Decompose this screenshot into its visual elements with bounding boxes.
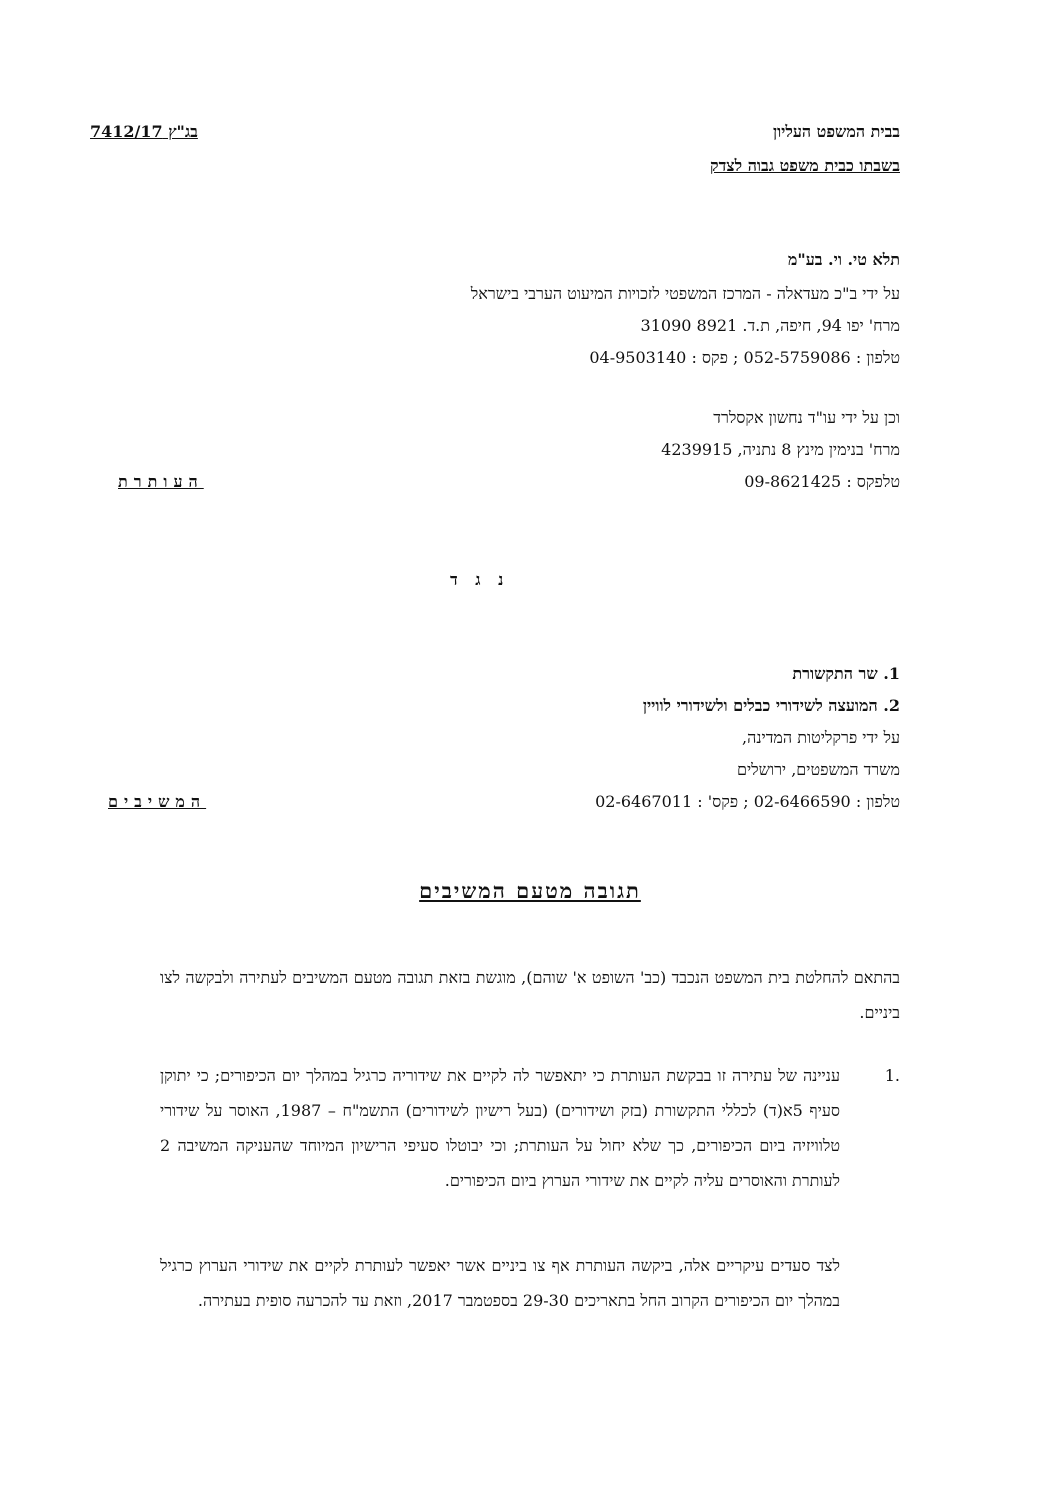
- petitioner-also-by: וכן על ידי עו"ד נחשון אקסלרד: [713, 408, 900, 427]
- case-number: בג"ץ 7412/17: [90, 122, 198, 141]
- court-role: בשבתו כבית משפט גבוה לצדק: [710, 156, 900, 175]
- petitioner-rep-phone: טלפון : 052-5759086 ; פקס : 04-9503140: [589, 348, 900, 367]
- petitioner-also-phone: טלפקס : 09-8621425: [744, 472, 900, 491]
- respondents-rep-line2: משרד המשפטים, ירושלים: [736, 760, 900, 779]
- petitioner-also-address: מרח' בנימין מינץ 8 נתניה, 4239915: [661, 440, 900, 459]
- document-title: תגובה מטעם המשיבים: [419, 878, 641, 903]
- section-1-paragraph: עניינה של עתירה זו בבקשת העותרת כי יתאפשר לה לקיים את שידוריה כרגיל במהלך יום הכיפורים; כי יתוקן סעיף 5א(ד) לכללי התקשורת (בזק ושידורים) (בעל רישיון לשידורים) התשמ"ח – 1987, האוסר על שידורי טלוויזיה ביום הכיפורים, כך שלא יחול על העותרת; וכי יבוטלו סעיפי הרישיון המיוחד שהעניקה המשיבה 2 לעותרת והאוסרים עליה לקיים את שידורי הערוץ ביום הכיפורים.: [160, 1066, 840, 1190]
- respondents-rep-line1: על ידי פרקליטות המדינה,: [742, 728, 900, 747]
- court-name: בבית המשפט העליון: [772, 122, 900, 141]
- petitioner-name: תלא טי. וי. בע"מ: [787, 250, 900, 269]
- petitioner-rep-address: מרח' יפו 94, חיפה, ת.ד. 8921 31090: [640, 316, 900, 335]
- respondents-rep-phone: טלפון : 02-6466590 ; פקס' : 02-6467011: [595, 792, 900, 811]
- petitioner-rep-line: על ידי ב"כ מעדאלה - המרכז המשפטי לזכויות המיעוט הערבי בישראל: [470, 284, 900, 303]
- intro-paragraph: בהתאם להחלטת בית המשפט הנכבד (כב' השופט א' שוהם), מוגשת בזאת תגובה מטעם המשיבים לעתירה ולבקשה לצו ביניים.: [160, 968, 900, 1022]
- versus-label: נ ג ד: [450, 570, 510, 589]
- respondents-role-label: המשיבים: [108, 792, 207, 811]
- section-1-number: 1.: [884, 1066, 900, 1085]
- respondent-1: 1. שר התקשורת: [792, 664, 900, 683]
- petitioner-role-label: העותרת: [118, 472, 204, 491]
- paragraph-2: לצד סעדים עיקריים אלה, ביקשה העותרת אף צו ביניים אשר יאפשר לעותרת לקיים את שידורי הערוץ כרגיל במהלך יום הכיפורים הקרוב החל בתאריכים 29-30 בספטמבר 2017, וזאת עד להכרעה סופית בעתירה.: [160, 1256, 840, 1310]
- respondent-2: 2. המועצה לשידורי כבלים ולשידורי לוויין: [642, 696, 900, 715]
